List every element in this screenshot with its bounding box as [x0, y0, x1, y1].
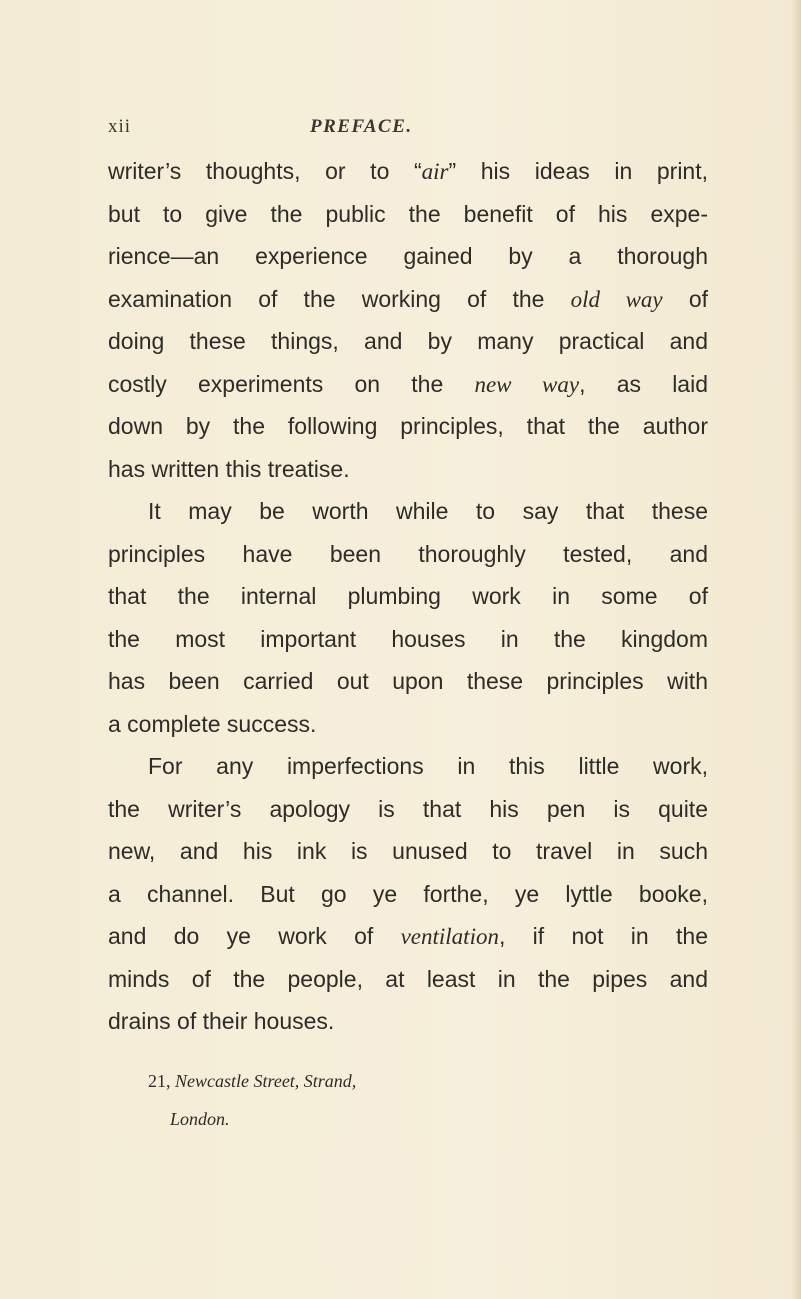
paragraph-2 — [108, 490, 708, 745]
address-line: 21, Newcastle Street, Strand, — [148, 1071, 357, 1091]
text-line: costly experiments on the new way, as laid — [108, 370, 708, 397]
paragraph-3 — [108, 745, 708, 1043]
address-city: London. — [170, 1109, 230, 1129]
body-text — [108, 150, 708, 1043]
text-line: but to give the public the benefit of his expe- — [108, 200, 708, 227]
text-line: the most important houses in the kingdom — [108, 625, 708, 652]
running-title: PREFACE. — [310, 116, 413, 137]
author-address — [148, 1062, 356, 1138]
page-number: xii — [108, 116, 132, 137]
paragraph-1 — [108, 150, 708, 490]
text-line: writer’s thoughts, or to “air” his ideas in print, — [108, 158, 709, 184]
text-line: has been carried out upon these principles with — [108, 668, 708, 694]
text-line: and do ye work of ventilation, if not in the — [108, 923, 708, 949]
text-line: a complete success. — [108, 710, 317, 737]
text-line: rience—an experience gained by a thorough — [108, 243, 708, 269]
text-line: a channel. But go ye forthe, ye lyttle booke, — [108, 880, 708, 907]
page-edge-shadow — [791, 0, 801, 1299]
text-line: down by the following principles, that the author — [108, 413, 708, 439]
text-line: the writer’s apology is that his pen is quite — [108, 795, 708, 822]
text-line: For any imperfections in this little work, — [148, 753, 708, 779]
text-line: It may be worth while to say that these — [148, 498, 708, 524]
running-head — [0, 116, 801, 146]
text-line: doing these things, and by many practical and — [108, 328, 708, 354]
text-line: new, and his ink is unused to travel in such — [108, 838, 708, 864]
text-line: that the internal plumbing work in some of — [108, 583, 708, 609]
text-line: minds of the people, at least in the pipes and — [108, 965, 708, 992]
text-line: has written this treatise. — [108, 455, 350, 482]
text-line: drains of their houses. — [108, 1008, 335, 1034]
text-line: examination of the working of the old way of — [108, 285, 708, 312]
text-line: principles have been thoroughly tested, and — [108, 540, 708, 567]
